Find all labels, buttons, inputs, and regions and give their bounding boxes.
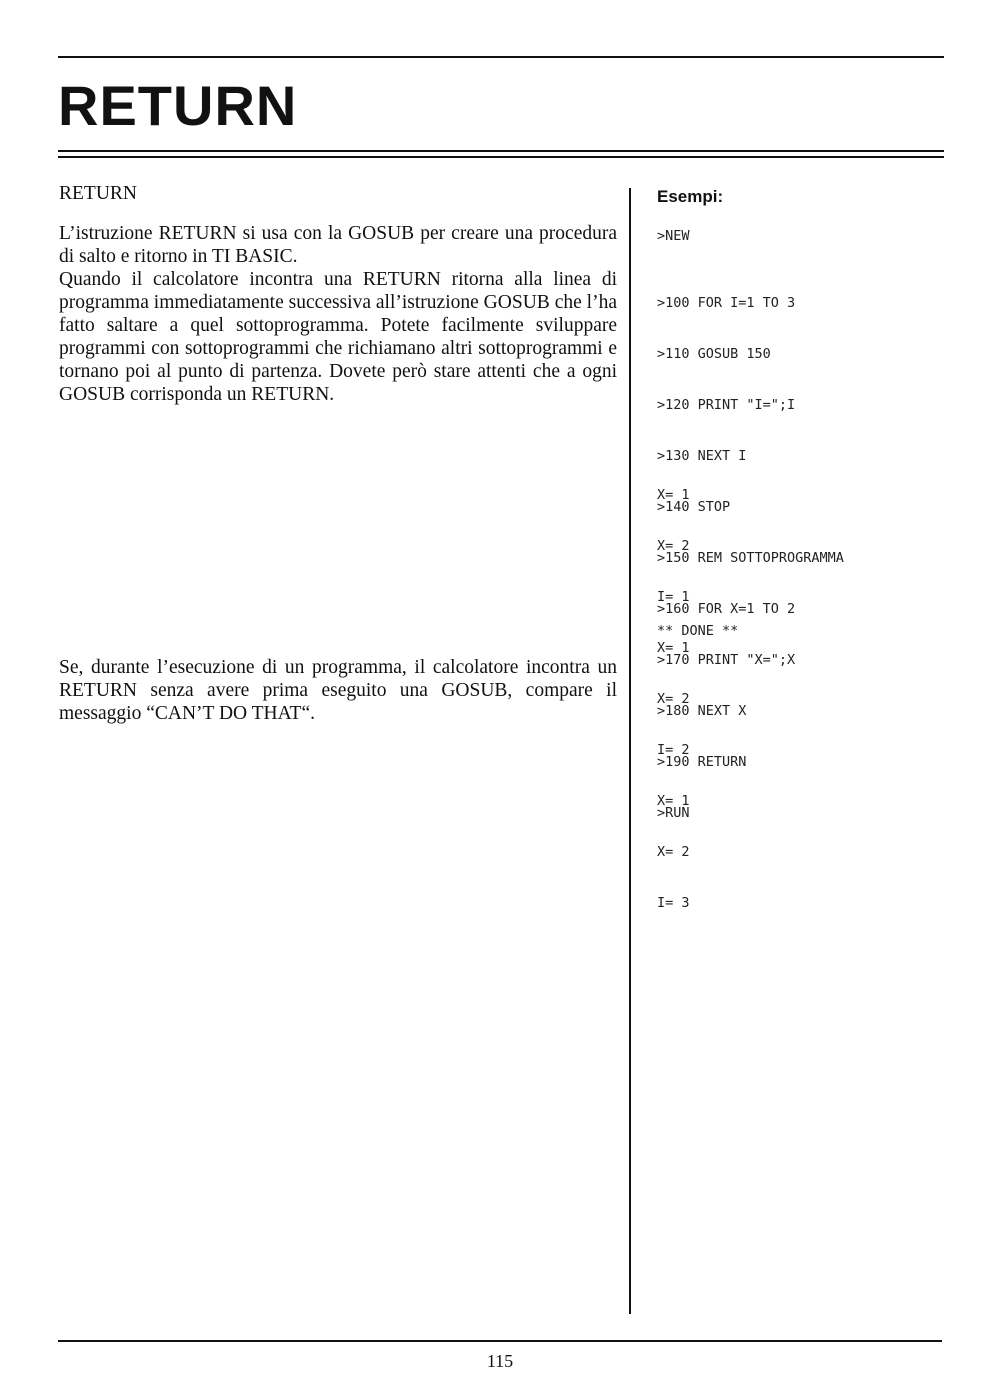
code-line: >160 FOR X=1 TO 2 (657, 601, 796, 617)
body-paragraph-intro: L’istruzione RETURN si usa con la GOSUB per creare una procedura di salto e ritorno in TI BASIC. (59, 223, 617, 267)
output-line: X= 1 (657, 793, 690, 809)
new-command: >NEW (657, 228, 690, 244)
code-line: >120 PRINT "I=";I (657, 397, 796, 413)
top-rule (58, 56, 944, 58)
code-line: >110 GOSUB 150 (657, 346, 771, 362)
code-line: >190 RETURN (657, 754, 747, 770)
note-paragraph-container (59, 656, 617, 725)
code-line: >100 FOR I=1 TO 3 (657, 295, 796, 311)
output-line: X= 2 (657, 538, 690, 554)
code-line: >150 REM SOTTOPROGRAMMA (657, 550, 844, 566)
code-line: >130 NEXT I (657, 448, 747, 464)
output-line: X= 2 (657, 691, 690, 707)
done-message: ** DONE ** (657, 623, 739, 639)
code-line: >RUN (657, 805, 690, 821)
output-line: X= 2 (657, 844, 690, 860)
page-title: RETURN (58, 74, 298, 137)
output-line: X= 1 (657, 640, 690, 656)
title-rule-upper (58, 150, 944, 152)
main-text-column (59, 182, 617, 406)
examples-heading: Esempi: (657, 187, 724, 206)
output-line: I= 3 (657, 895, 690, 911)
body-paragraph-detail: Quando il calcolatore incontra una RETURN ritorna alla linea di programma immediatamente successiva all’istruzione GOSUB che l’ha fatto saltare a quel sottoprogramma. Potete facilmente sviluppare programmi con sottoprogrammi che richiamano altri sottoprogrammi e tornano poi al punto di partenza. Dovete però stare attenti che a ogni GOSUB corrisponda un RETURN. (59, 269, 617, 405)
code-line: >170 PRINT "X=";X (657, 652, 796, 668)
code-line: >140 STOP (657, 499, 731, 515)
code-line: >180 NEXT X (657, 703, 747, 719)
column-divider (629, 188, 631, 1314)
body-paragraph-error-note: Se, durante l’esecuzione di un programma, il calcolatore incontra un RETURN senza avere prima eseguito una GOSUB, compare il messaggio “CAN’T DO THAT“. (59, 657, 617, 724)
program-output (657, 453, 937, 929)
title-rule-lower (58, 156, 944, 158)
page-number: 115 (486, 1351, 514, 1371)
output-line: X= 1 (657, 487, 690, 503)
output-line: I= 1 (657, 589, 690, 605)
section-heading: RETURN (59, 183, 137, 204)
output-line: I= 2 (657, 742, 690, 758)
footer-rule (58, 1340, 942, 1342)
